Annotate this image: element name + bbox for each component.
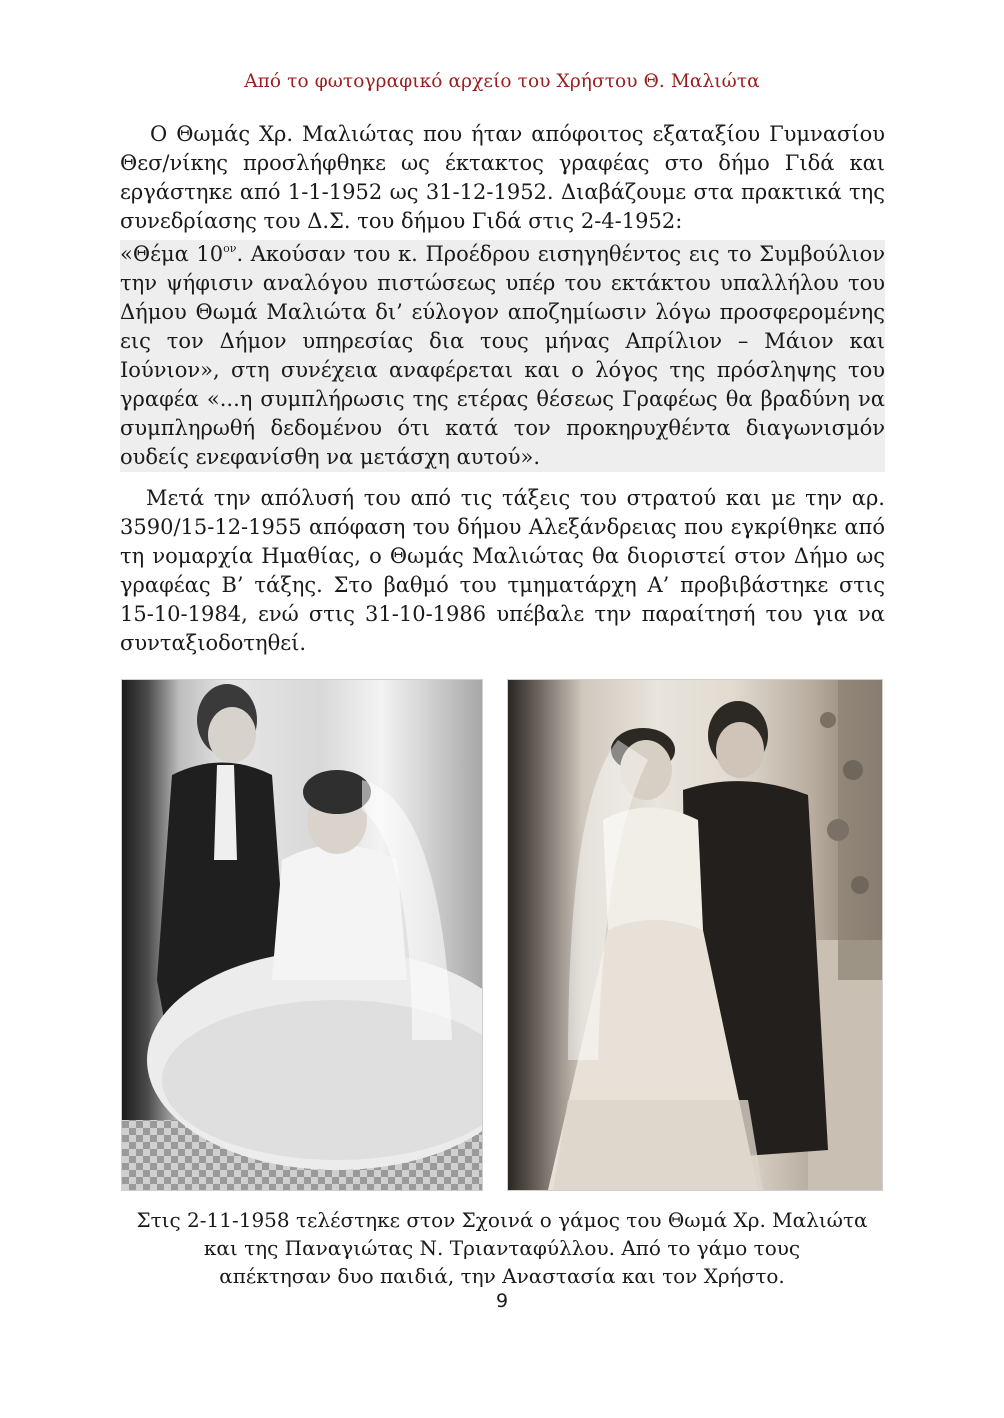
paragraph-career: Μετά την απόλυσή του από τις τάξεις του στρατού και με την αρ. 3590/15-12-1955 απόφαση του δήμου Αλεξάνδρειας που εγκρίθηκε από τη νομαρχία Ημαθίας, ο Θωμάς Μαλιώτας θα διοριστεί στον Δήμο ως γραφέας Β’ τάξης. Στο βαθμό του τμηματάρχη Α’ προβιβάστηκε στις 15-10-1984, ενώ στις 31-10-1986 υπέβαλε την παραίτησή του για να συνταξιοδοτηθεί. [120, 486, 885, 655]
running-header: Από το φωτογραφικό αρχείο του Χρήστου Θ. Μαλιώτα [244, 71, 760, 92]
page-number: 9 [495, 1290, 509, 1312]
quote-start: «Θέμα 10 [120, 242, 224, 266]
wedding-photo-standing [507, 679, 883, 1191]
quoted-minutes [120, 240, 885, 472]
quote-superscript: ον [223, 242, 237, 255]
paragraph-intro: Ο Θωμάς Χρ. Μαλιώτας που ήταν απόφοιτος εξαταξίου Γυμνασίου Θεσ/νίκης προσλήφθηκε ως έκτακτος γραφέας στο δήμο Γιδά και εργάστηκε από 1-1-1952 ως 31-12-1952. Διαβάζουμε στα πρακτικά της συνεδρίασης του Δ.Σ. του δήμου Γιδά στις 2-4-1952: [120, 122, 885, 233]
wedding-photo-standing-drawing [508, 680, 882, 1190]
caption-line-2: και της Παναγιώτας Ν. Τριανταφύλλου. Από το γάμο τους [203, 1236, 801, 1260]
caption-line-3: απέκτησαν δυο παιδιά, την Αναστασία και τον Χρήστο. [219, 1264, 785, 1288]
caption-line-1: Στις 2-11-1958 τελέστηκε στον Σχοινά ο γάμος του Θωμά Χρ. Μαλιώτα [136, 1208, 868, 1232]
wedding-photo-seated-drawing [122, 680, 482, 1190]
wedding-photo-seated [121, 679, 483, 1191]
photo-caption [100, 1206, 904, 1290]
quote-rest: . Ακούσαν του κ. Προέδρου εισηγηθέντος εις το Συμβούλιον την ψήφισιν αναλόγου πιστώσεως υπέρ του εκτάκτου υπαλλήλου του Δήμου Θωμά Μαλιώτα δι’ εύλογον αποζημίωσιν λόγω προσφερομένης εις τον Δήμον υπηρεσίας δια τους μήνας Απρίλιον – Μάιον και Ιούνιον», στη συνέχεια αναφέρεται και ο λόγος της πρόσληψης του γραφέα «...η συμπλήρωσις της ετέρας θέσεως Γραφέως θα βραδύνη να συμπληρωθή δεδομένου ότι κατά τον προκηρυχθέντα διαγωνισμόν ουδείς ενεφανίσθη να μετάσχη αυτού». [120, 242, 885, 469]
